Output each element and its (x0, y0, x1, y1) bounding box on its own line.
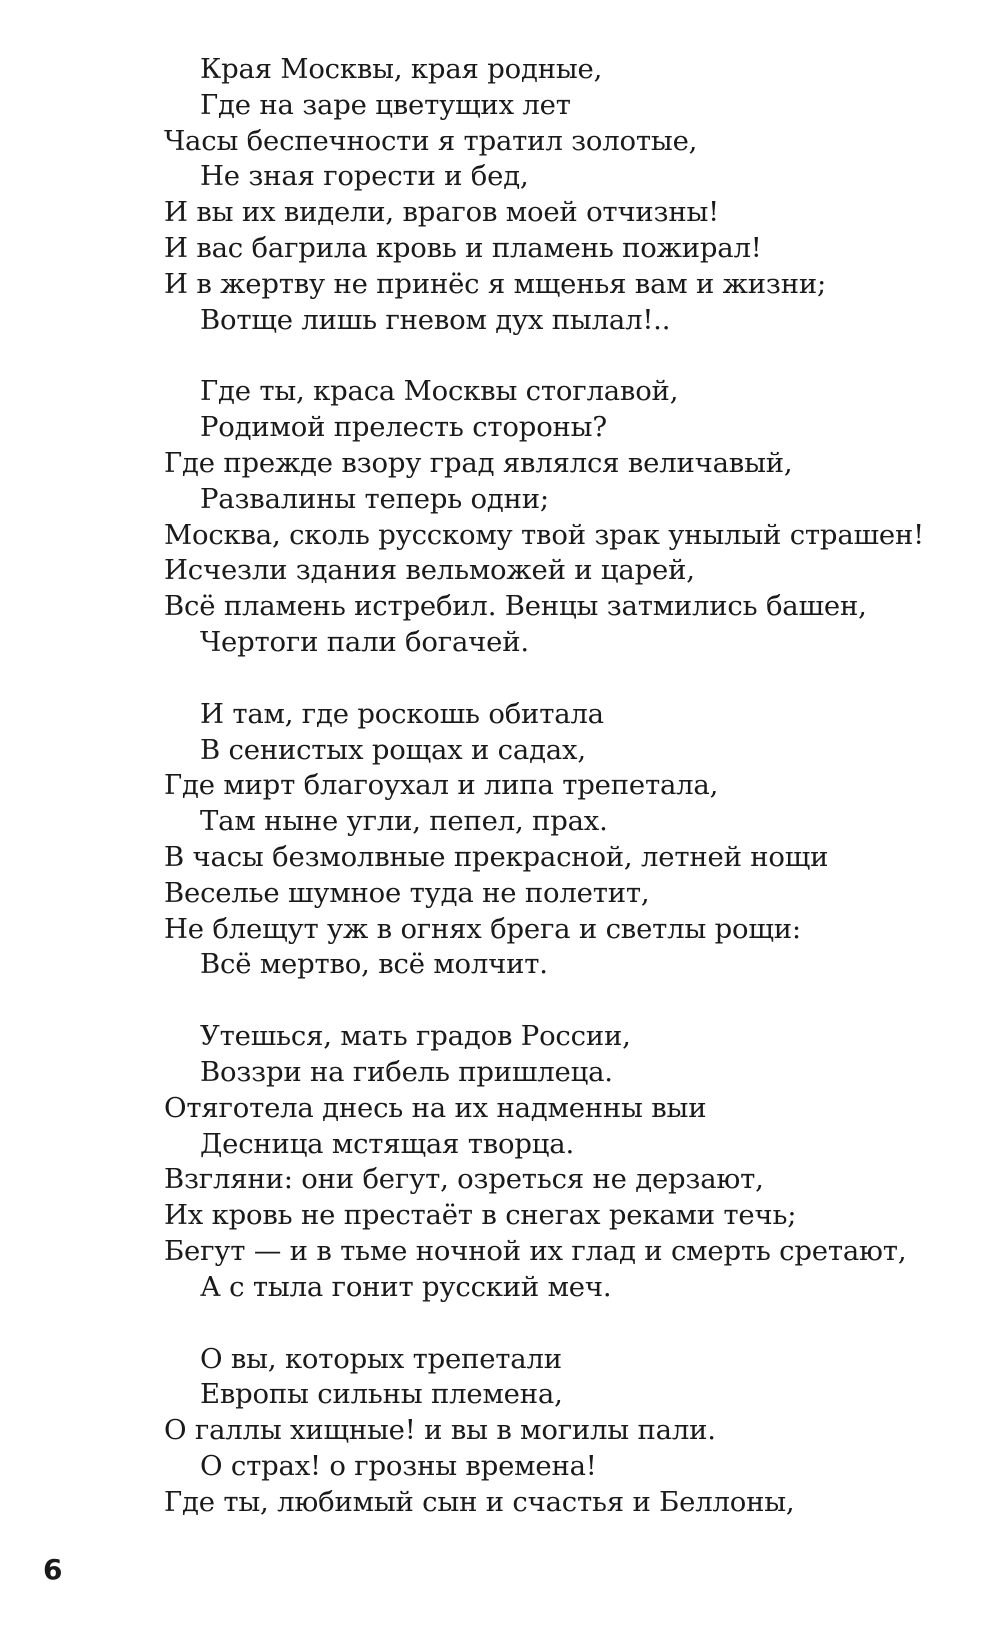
poem-line: Где мирт благоухал и липа трепетала, (164, 769, 719, 802)
poem-line: А с тыла гонит русский меч. (200, 1270, 612, 1303)
poem-line: Не зная горести и бед, (200, 160, 529, 193)
poem-line: Воззри на гибель пришлеца. (200, 1055, 613, 1088)
poem-line: В часы безмолвные прекрасной, летней нощи (164, 840, 829, 873)
poem-line: Всё мертво, всё молчит. (200, 948, 548, 981)
poem-line: Где прежде взору град являлся величавый, (164, 446, 793, 479)
poem-line: И вы их видели, врагов моей отчизны! (164, 196, 720, 229)
poem-line: Края Москвы, края родные, (200, 53, 603, 85)
page-number: 6 (43, 1553, 63, 1586)
poem-line: Утешься, мать градов России, (200, 1020, 631, 1053)
poem-line: Развалины теперь одни; (200, 482, 549, 515)
poem-line: Исчезли здания вельможей и царей, (164, 554, 695, 587)
poem-line: Десница мстящая творца. (200, 1127, 574, 1160)
poem-line: Москва, сколь русскому твой зрак унылый страшен! (164, 518, 924, 551)
poem-line: Где на заре цветущих лет (200, 88, 571, 121)
poem-line: Часы беспечности я тратил золотые, (164, 124, 698, 157)
poem-line: Бегут — и в тьме ночной их глад и смерть сретают, (164, 1234, 907, 1267)
stanza (164, 374, 964, 660)
poem-line: В сенистых рощах и садах, (200, 733, 586, 766)
poem-line: И в жертву не принёс я мщенья вам и жизни; (164, 267, 827, 300)
poem-line: Всё пламень истребил. Венцы затмились башен, (164, 590, 867, 623)
poem-line: Родимой прелесть стороны? (200, 411, 607, 444)
stanza (164, 697, 964, 983)
poem-text (164, 52, 964, 1520)
poem-line: Европы сильны племена, (200, 1378, 563, 1411)
poem-line: Взгляни: они бегут, озреться не дерзают, (164, 1163, 764, 1196)
stanza (164, 52, 964, 338)
poem-line: Чертоги пали богачей. (200, 625, 529, 658)
poem-line: Отяготела днесь на их надменны выи (164, 1091, 707, 1124)
poem-line: О вы, которых трепетали (200, 1342, 562, 1375)
poem-line: О галлы хищные! и вы в могилы пали. (164, 1414, 716, 1447)
poem-line: И вас багрила кровь и пламень пожирал! (164, 231, 762, 264)
poem-line: Там ныне угли, пепел, прах. (200, 805, 608, 838)
poem-line: Не блещут уж в огнях брега и светлы рощи: (164, 912, 801, 945)
poem-line: Веселье шумное туда не полетит, (164, 876, 650, 909)
poem-line: Вотще лишь гневом дух пылал!.. (200, 303, 671, 336)
poem-line: Где ты, любимый сын и счастья и Беллоны, (164, 1485, 795, 1518)
poem-line: О страх! о грозны времена! (200, 1449, 597, 1482)
stanza (164, 1342, 964, 1521)
poem-line: И там, где роскошь обитала (200, 697, 604, 730)
poem-line: Их кровь не престаёт в снегах реками течь; (164, 1199, 797, 1232)
poem-line: Где ты, краса Москвы стоглавой, (200, 375, 679, 408)
stanza (164, 1019, 964, 1305)
